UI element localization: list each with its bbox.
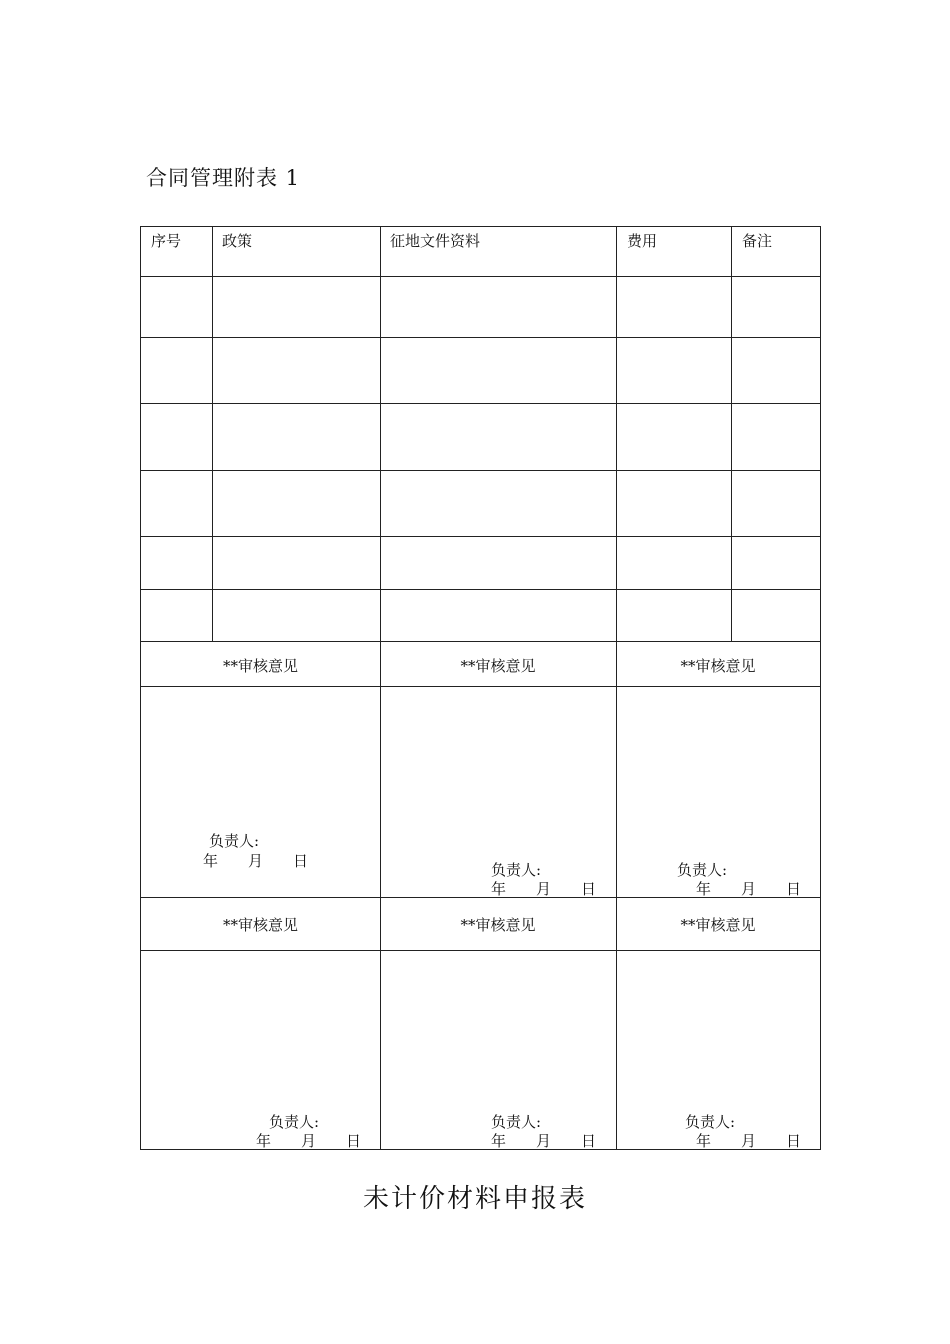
column-divider xyxy=(380,227,381,1149)
header-land-docs: 征地文件资料 xyxy=(390,232,481,250)
header-policy: 政策 xyxy=(222,232,253,250)
review-heading: **审核意见 xyxy=(680,916,756,934)
signer-label: 负责人: xyxy=(209,832,260,850)
section-title: 未计价材料申报表 xyxy=(362,1184,587,1214)
column-divider xyxy=(731,227,732,641)
date-label: 年 月 日 xyxy=(696,880,802,898)
signer-label: 负责人: xyxy=(269,1113,320,1131)
row-divider xyxy=(141,950,820,951)
row-divider xyxy=(141,536,820,537)
column-divider xyxy=(212,227,213,641)
review-heading: **审核意见 xyxy=(222,657,298,675)
review-heading: **审核意见 xyxy=(680,657,756,675)
signer-label: 负责人: xyxy=(491,1113,542,1131)
row-divider xyxy=(141,403,820,404)
signer-label: 负责人: xyxy=(685,1113,736,1131)
page-title: 合同管理附表 1 xyxy=(146,166,301,190)
row-divider xyxy=(141,337,820,338)
header-remarks: 备注 xyxy=(742,232,773,250)
review-heading: **审核意见 xyxy=(460,916,536,934)
contract-table xyxy=(140,226,821,1150)
date-label: 年 月 日 xyxy=(491,880,597,898)
review-heading: **审核意见 xyxy=(222,916,298,934)
row-divider xyxy=(141,686,820,687)
date-label: 年 月 日 xyxy=(256,1132,362,1150)
row-divider xyxy=(141,589,820,590)
date-label: 年 月 日 xyxy=(491,1132,597,1150)
date-label: 年 月 日 xyxy=(203,852,309,870)
header-seq: 序号 xyxy=(151,232,182,250)
row-divider xyxy=(141,470,820,471)
signer-label: 负责人: xyxy=(677,861,728,879)
signer-label: 负责人: xyxy=(491,861,542,879)
column-divider xyxy=(616,227,617,1149)
row-divider xyxy=(141,276,820,277)
row-divider xyxy=(141,641,820,642)
review-heading: **审核意见 xyxy=(460,657,536,675)
date-label: 年 月 日 xyxy=(696,1132,802,1150)
header-cost: 费用 xyxy=(627,232,658,250)
